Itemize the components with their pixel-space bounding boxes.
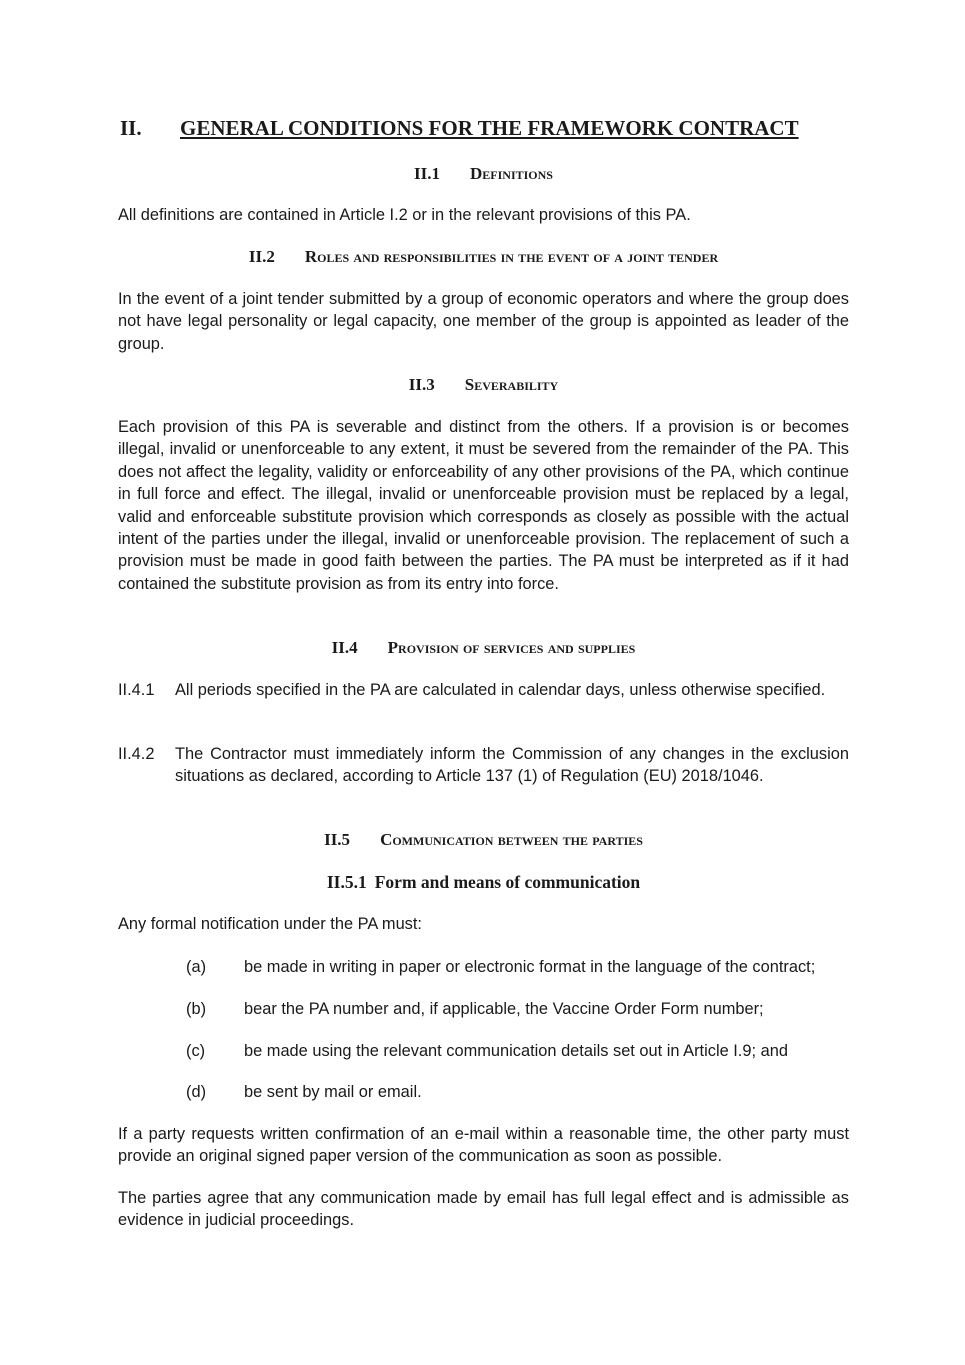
main-title-text: GENERAL CONDITIONS FOR THE FRAMEWORK CONTRACT [180, 116, 799, 140]
section-title: Severability [464, 375, 559, 394]
section-heading-provision [118, 638, 849, 658]
clause-item [118, 743, 849, 788]
section-title: Provision of services and supplies [387, 638, 636, 657]
main-title [120, 116, 851, 141]
main-title-number: II. [120, 116, 142, 140]
list-text: be sent by mail or email. [244, 1083, 422, 1101]
list-text: be made using the relevant communication details set out in Article I.9; and [244, 1042, 788, 1060]
section-title: Communication between the parties [380, 830, 643, 849]
confirmation-paragraph: If a party requests written confirmation of an e-mail within a reasonable time, the other party must provide an original signed paper version of the communication as soon as possible. [118, 1125, 849, 1166]
clause-text: The Contractor must immediately inform the Commission of any changes in the exclusion situations as declared, according to Article 137 (1) of Regulation (EU) 2018/1046. [175, 745, 849, 786]
subsection-title: Form and means of communication [374, 872, 641, 892]
notification-intro: Any formal notification under the PA must: [118, 915, 422, 933]
section-heading-communication [118, 830, 849, 850]
section-number: II.3 [408, 375, 435, 394]
section-heading-definitions [118, 164, 849, 184]
severability-paragraph: Each provision of this PA is severable and distinct from the others. If a provision is or becomes illegal, invalid or unenforceable to any extent, it must be severed from the remainder of the PA. This does not affect the legality, validity or enforceability of any other provisions of the PA, which continue in full force and effect. The illegal, invalid or unenforceable provision must be replaced by a legal, valid and enforceable substitute provision which corresponds as closely as possible with the actual intent of the parties under the illegal, invalid or unenforceable provision. The replacement of such a provision must be made in good faith between the parties. The PA must be interpreted as if it had contained the substitute provision as from its entry into force. [118, 418, 849, 593]
legal-effect-paragraph: The parties agree that any communication made by email has full legal effect and is admissible as evidence in judicial proceedings. [118, 1189, 849, 1230]
section-title: Roles and responsibilities in the event of a joint tender [304, 247, 719, 266]
section-title: Definitions [470, 164, 553, 183]
list-label: (b) [186, 1000, 207, 1018]
list-label: (d) [186, 1083, 207, 1101]
clause-item [118, 679, 849, 701]
definitions-paragraph: All definitions are contained in Article I.2 or in the relevant provisions of this PA. [118, 206, 691, 224]
list-text: bear the PA number and, if applicable, the Vaccine Order Form number; [244, 1000, 764, 1018]
section-number: II.1 [414, 164, 440, 183]
section-number: II.2 [248, 247, 275, 266]
section-number: II.4 [331, 638, 358, 657]
subsection-heading-form [118, 872, 849, 893]
section-heading-severability [118, 375, 849, 395]
list-label: (a) [186, 958, 207, 976]
clause-number: II.4.1 [118, 681, 155, 699]
subsection-number: II.5.1 [326, 872, 367, 892]
list-text: be made in writing in paper or electronic format in the language of the contract; [244, 958, 816, 976]
section-heading-roles [118, 247, 849, 267]
list-label: (c) [186, 1042, 206, 1060]
section-number: II.5 [324, 830, 351, 849]
roles-paragraph: In the event of a joint tender submitted by a group of economic operators and where the group does not have legal personality or legal capacity, one member of the group is appointed as leader of the group. [118, 290, 849, 353]
clause-number: II.4.2 [118, 745, 155, 763]
clause-text: All periods specified in the PA are calculated in calendar days, unless otherwise specified. [175, 681, 826, 699]
